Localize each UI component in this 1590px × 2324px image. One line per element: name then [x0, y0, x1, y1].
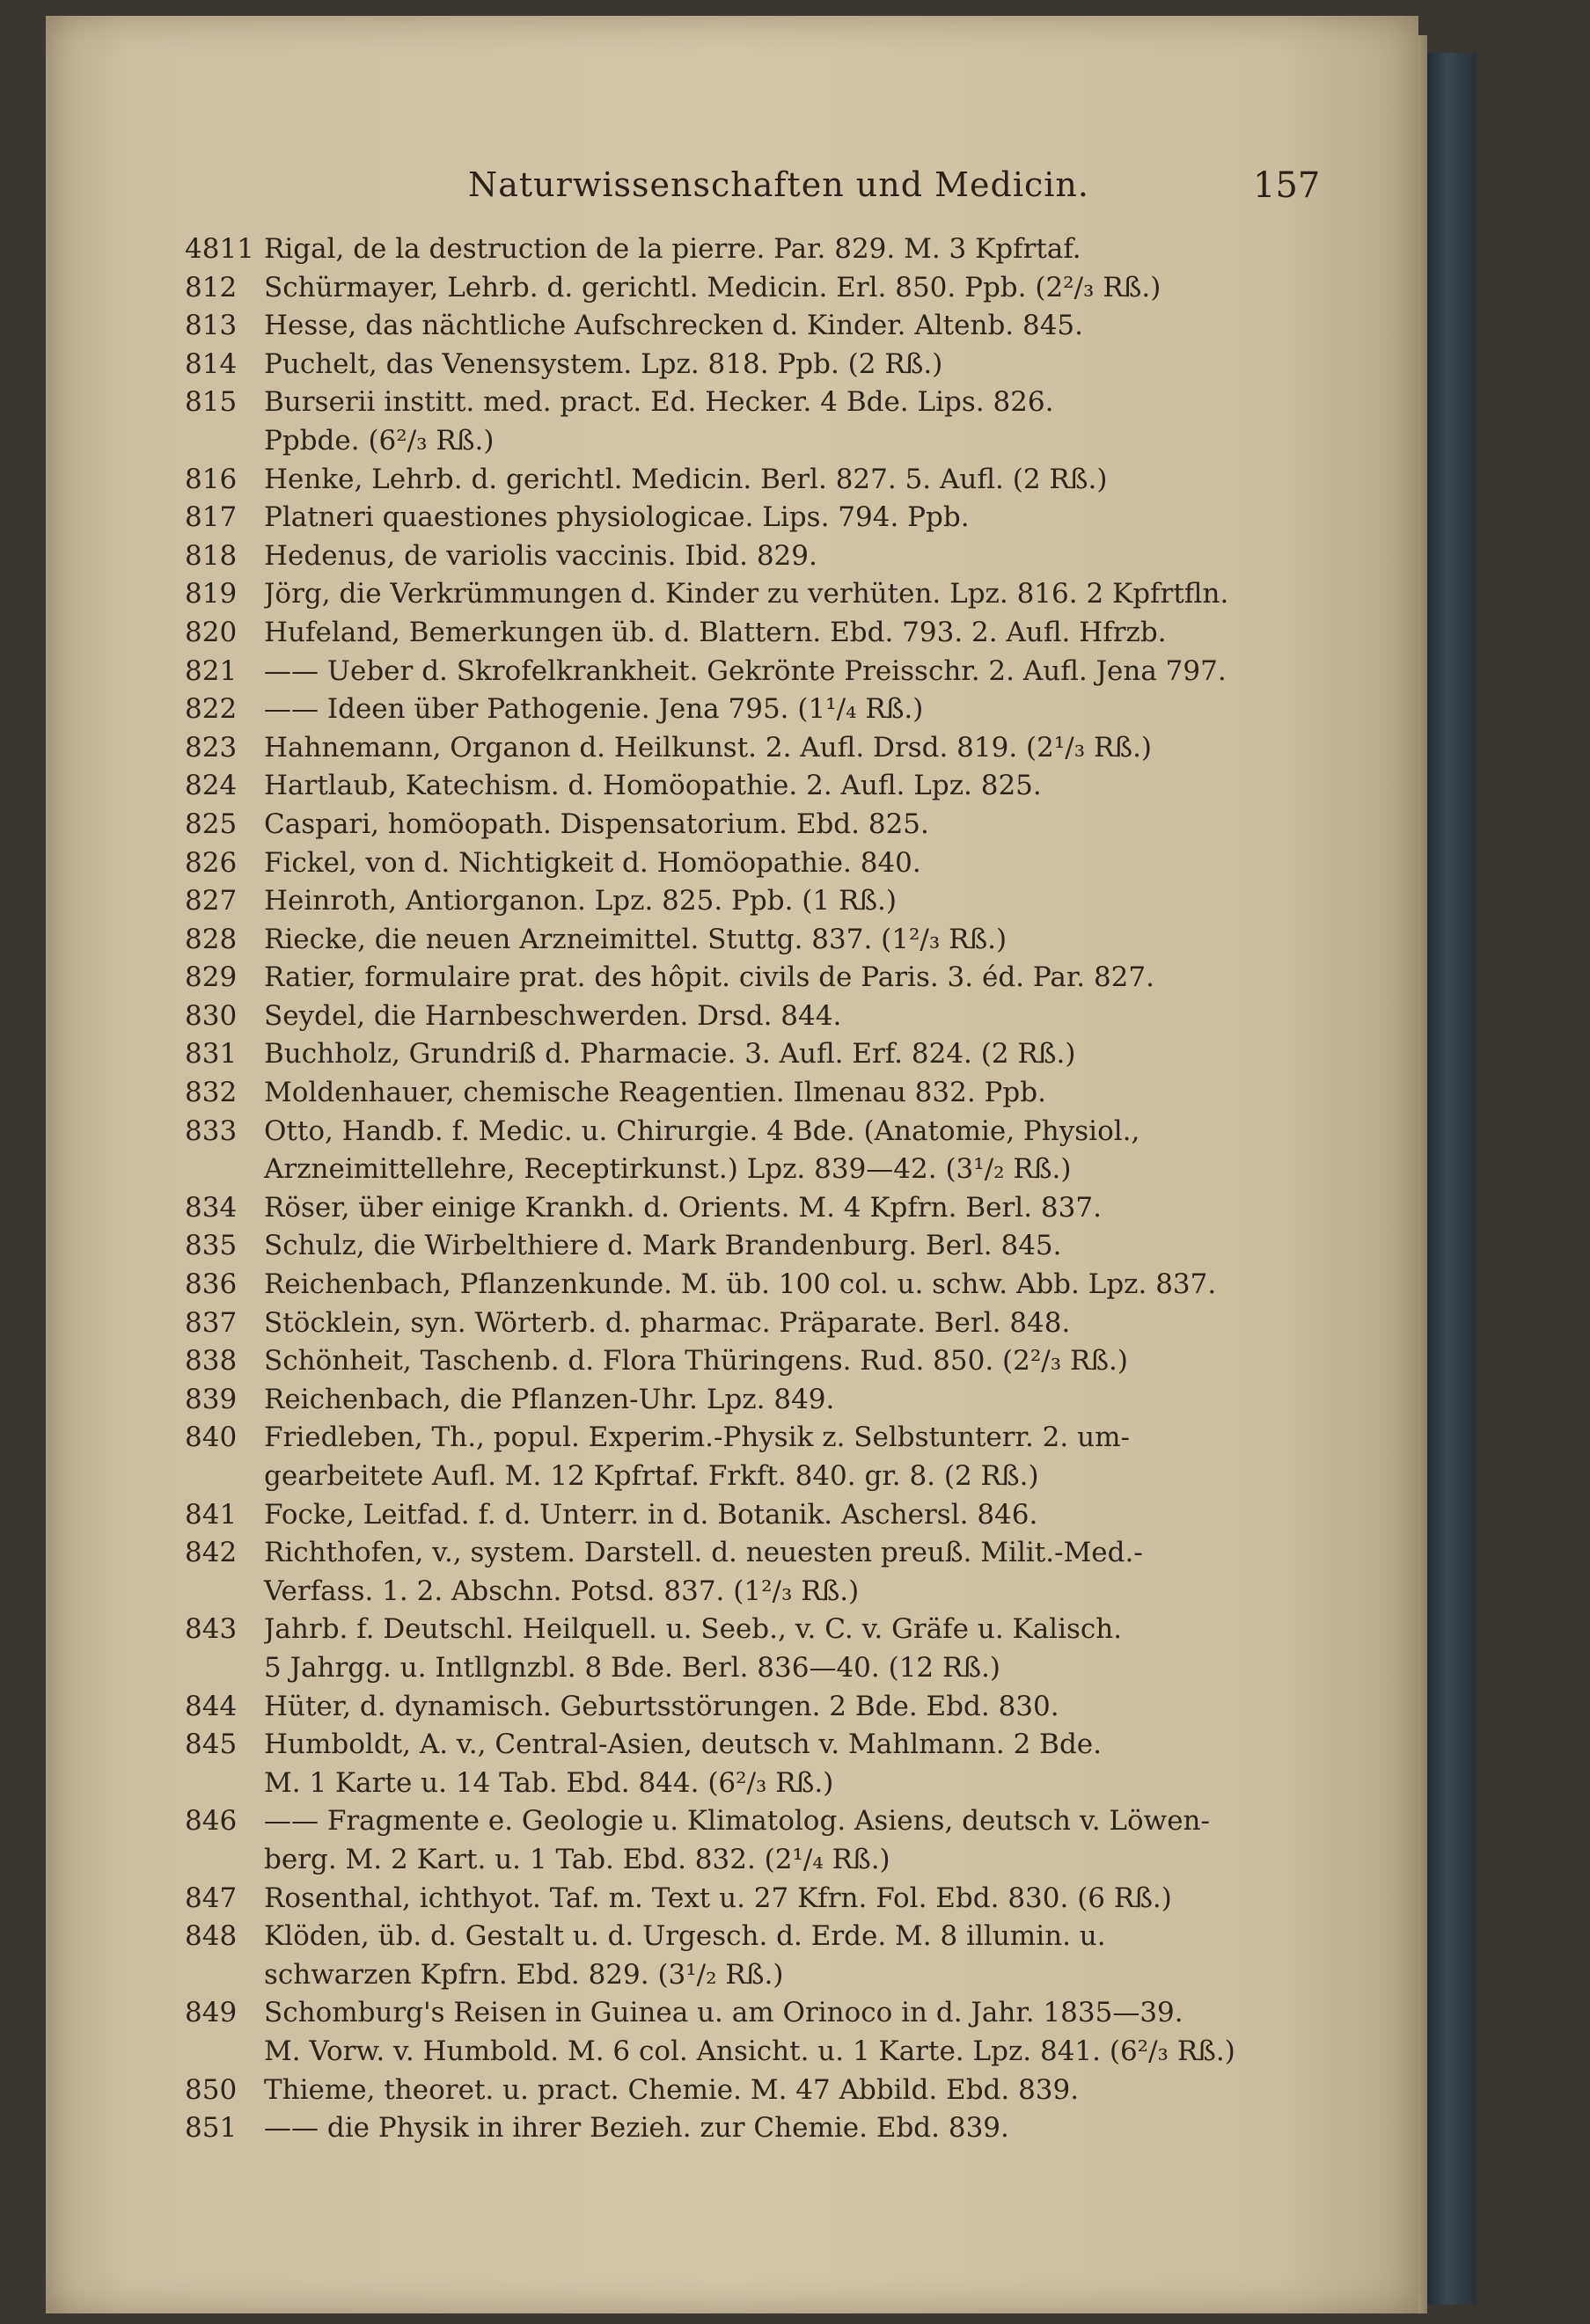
page-gutter — [1418, 35, 1427, 2313]
entry-text: Schürmayer, Lehrb. d. gerichtl. Medicin. Erl. 850. Ppb. (2²/₃ Rß.) — [264, 271, 1161, 303]
catalog-entry — [185, 2109, 1364, 2148]
catalog-entry — [185, 269, 1364, 308]
entry-number: 824 — [185, 770, 238, 802]
catalog-entry — [185, 998, 1364, 1036]
entry-text: Platneri quaestiones physiologicae. Lips. 794. Ppb. — [264, 501, 970, 534]
entry-text: Riecke, die neuen Arzneimittel. Stuttg. 837. (1²/₃ Rß.) — [264, 923, 1007, 955]
catalog-entry — [185, 307, 1364, 346]
entry-text: Reichenbach, die Pflanzen-Uhr. Lpz. 849. — [264, 1383, 835, 1415]
entry-number: 822 — [185, 693, 238, 726]
catalog-entry — [185, 729, 1364, 768]
entry-number: 817 — [185, 501, 238, 534]
entry-number: 818 — [185, 539, 238, 572]
catalog-entry — [185, 575, 1364, 614]
entry-text: Stöcklein, syn. Wörterb. d. pharmac. Präparate. Berl. 848. — [264, 1306, 1071, 1339]
running-head: Naturwissenschaften und Medicin. — [468, 165, 1089, 204]
catalog-entry — [185, 1496, 1364, 1535]
entry-text: Friedleben, Th., popul. Experim.-Physik z. Selbstunterr. 2. um- — [264, 1421, 1130, 1454]
catalog-entry — [185, 691, 1364, 729]
entry-number: 844 — [185, 1690, 238, 1722]
catalog-entry — [185, 1035, 1364, 1074]
entry-number: 816 — [185, 463, 238, 495]
entry-number: 812 — [185, 271, 238, 303]
entry-text: Caspari, homöopath. Dispensatorium. Ebd. 825. — [264, 808, 929, 840]
entry-continuation: Verfass. 1. 2. Abschn. Potsd. 837. (1²/₃ Rß.) — [264, 1575, 860, 1607]
entry-text: Burserii institt. med. pract. Ed. Hecker. 4 Bde. Lips. 826. — [264, 386, 1054, 419]
catalog-entry — [185, 2072, 1364, 2110]
entry-number: 839 — [185, 1383, 238, 1415]
entry-text: —— Ueber d. Skrofelkrankheit. Gekrönte Preisschr. 2. Aufl. Jena 797. — [264, 654, 1227, 687]
entry-text: Reichenbach, Pflanzenkunde. M. üb. 100 col. u. schw. Abb. Lpz. 837. — [264, 1268, 1217, 1301]
catalog-entry — [185, 959, 1364, 998]
catalog-entry — [185, 537, 1364, 576]
catalog-entry — [185, 653, 1364, 691]
entry-continuation: berg. M. 2 Kart. u. 1 Tab. Ebd. 832. (2¹/₄ Rß.) — [264, 1843, 890, 1875]
entry-number: 826 — [185, 846, 238, 879]
entry-number: 827 — [185, 885, 238, 917]
entry-text: Schönheit, Taschenb. d. Flora Thüringens. Rud. 850. (2²/₃ Rß.) — [264, 1345, 1129, 1378]
entry-continuation: Arzneimittellehre, Receptirkunst.) Lpz. 839—42. (3¹/₂ Rß.) — [264, 1153, 1072, 1186]
catalog-entry — [185, 1802, 1364, 1841]
catalog-entry — [185, 1189, 1364, 1228]
entry-number: 834 — [185, 1191, 238, 1224]
entry-number: 841 — [185, 1498, 238, 1531]
entry-continuation: gearbeitete Aufl. M. 12 Kpfrtaf. Frkft. 840. gr. 8. (2 Rß.) — [264, 1460, 1039, 1492]
catalog-entry — [185, 1688, 1364, 1727]
entry-number: 4811 — [185, 233, 254, 265]
catalog-entry — [185, 1994, 1364, 2033]
entry-text: Puchelt, das Venensystem. Lpz. 818. Ppb. (2 Rß.) — [264, 347, 943, 380]
entry-text: Hüter, d. dynamisch. Geburtsstörungen. 2 Bde. Ebd. 830. — [264, 1690, 1059, 1722]
entry-text: Ratier, formulaire prat. des hôpit. civils de Paris. 3. éd. Par. 827. — [264, 961, 1154, 994]
entry-text: Richthofen, v., system. Darstell. d. neuesten preuß. Milit.-Med.- — [264, 1537, 1143, 1569]
catalog-entry — [185, 614, 1364, 653]
catalog-entry — [185, 1113, 1364, 1151]
entry-text: —— die Physik in ihrer Bezieh. zur Chemie. Ebd. 839. — [264, 2112, 1009, 2145]
entry-text: Hahnemann, Organon d. Heilkunst. 2. Aufl. Drsd. 819. (2¹/₃ Rß.) — [264, 731, 1153, 764]
book-cover-edge — [1427, 53, 1476, 2305]
catalog-entry — [185, 806, 1364, 844]
catalog-entry — [185, 499, 1364, 537]
catalog-entry — [185, 230, 1364, 269]
entry-continuation: schwarzen Kpfrn. Ebd. 829. (3¹/₂ Rß.) — [264, 1958, 784, 1991]
entry-number: 820 — [185, 616, 238, 648]
entry-number: 819 — [185, 578, 238, 610]
entry-text: Fickel, von d. Nichtigkeit d. Homöopathie. 840. — [264, 846, 921, 879]
entry-number: 831 — [185, 1038, 238, 1071]
entry-text: Rosenthal, ichthyot. Taf. m. Text u. 27 Kfrn. Fol. Ebd. 830. (6 Rß.) — [264, 1882, 1172, 1914]
catalog-entry — [185, 1381, 1364, 1420]
entry-number: 842 — [185, 1537, 238, 1569]
entry-number: 832 — [185, 1077, 238, 1109]
entry-text: Hesse, das nächtliche Aufschrecken d. Kinder. Altenb. 845. — [264, 310, 1084, 342]
catalog-entry — [185, 1611, 1364, 1649]
catalog-entry — [185, 767, 1364, 806]
entry-continuation: 5 Jahrgg. u. Intllgnzbl. 8 Bde. Berl. 836—40. (12 Rß.) — [264, 1651, 1000, 1684]
catalog-entry — [185, 844, 1364, 883]
entry-number: 845 — [185, 1728, 238, 1761]
entry-number: 838 — [185, 1345, 238, 1378]
catalog-entry-list — [185, 230, 1364, 2148]
entry-number: 850 — [185, 2073, 238, 2106]
entry-number: 813 — [185, 310, 238, 342]
catalog-entry — [185, 1266, 1364, 1305]
entry-number: 840 — [185, 1421, 238, 1454]
entry-text: Buchholz, Grundriß d. Pharmacie. 3. Aufl. Erf. 824. (2 Rß.) — [264, 1038, 1076, 1071]
entry-number: 829 — [185, 961, 238, 994]
entry-number: 836 — [185, 1268, 238, 1301]
entry-number: 825 — [185, 808, 238, 840]
entry-continuation: M. Vorw. v. Humbold. M. 6 col. Ansicht. u. 1 Karte. Lpz. 841. (6²/₃ Rß.) — [264, 2035, 1235, 2067]
entry-text: Heinroth, Antiorganon. Lpz. 825. Ppb. (1 Rß.) — [264, 885, 897, 917]
entry-number: 814 — [185, 347, 238, 380]
entry-text: Röser, über einige Krankh. d. Orients. M. 4 Kpfrn. Berl. 837. — [264, 1191, 1102, 1224]
entry-text: Otto, Handb. f. Medic. u. Chirurgie. 4 Bde. (Anatomie, Physiol., — [264, 1114, 1140, 1147]
catalog-entry — [185, 882, 1364, 921]
catalog-entry — [185, 346, 1364, 384]
catalog-entry — [185, 1342, 1364, 1381]
entry-text: —— Ideen über Pathogenie. Jena 795. (1¹/₄ Rß.) — [264, 693, 924, 726]
entry-text: Schulz, die Wirbelthiere d. Mark Brandenburg. Berl. 845. — [264, 1230, 1062, 1262]
entry-continuation: M. 1 Karte u. 14 Tab. Ebd. 844. (6²/₃ Rß.) — [264, 1766, 834, 1799]
entry-number: 828 — [185, 923, 238, 955]
entry-text: Hufeland, Bemerkungen üb. d. Blattern. Ebd. 793. 2. Aufl. Hfrzb. — [264, 616, 1167, 648]
catalog-entry — [185, 1534, 1364, 1573]
entry-number: 835 — [185, 1230, 238, 1262]
entry-text: Seydel, die Harnbeschwerden. Drsd. 844. — [264, 999, 842, 1032]
entry-text: Jahrb. f. Deutschl. Heilquell. u. Seeb., v. C. v. Gräfe u. Kalisch. — [264, 1613, 1123, 1646]
entry-text: Humboldt, A. v., Central-Asien, deutsch v. Mahlmann. 2 Bde. — [264, 1728, 1102, 1761]
entry-text: Moldenhauer, chemische Reagentien. Ilmenau 832. Ppb. — [264, 1077, 1046, 1109]
entry-text: Hedenus, de variolis vaccinis. Ibid. 829. — [264, 539, 817, 572]
entry-number: 849 — [185, 1997, 238, 2029]
entry-text: Henke, Lehrb. d. gerichtl. Medicin. Berl. 827. 5. Aufl. (2 Rß.) — [264, 463, 1108, 495]
catalog-entry — [185, 1726, 1364, 1765]
entry-number: 815 — [185, 386, 238, 419]
entry-text: —— Fragmente e. Geologie u. Klimatolog. Asiens, deutsch v. Löwen- — [264, 1805, 1210, 1838]
catalog-entry — [185, 1227, 1364, 1266]
entry-number: 851 — [185, 2112, 238, 2145]
catalog-entry — [185, 1880, 1364, 1918]
catalog-entry — [185, 1074, 1364, 1113]
entry-number: 823 — [185, 731, 238, 764]
entry-text: Hartlaub, Katechism. d. Homöopathie. 2. Aufl. Lpz. 825. — [264, 770, 1042, 802]
catalog-entry — [185, 1305, 1364, 1343]
entry-number: 837 — [185, 1306, 238, 1339]
catalog-entry — [185, 1918, 1364, 1956]
entry-number: 848 — [185, 1920, 238, 1953]
entry-number: 830 — [185, 999, 238, 1032]
page-number: 157 — [1253, 165, 1321, 206]
catalog-entry — [185, 384, 1364, 422]
entry-text: Focke, Leitfad. f. d. Unterr. in d. Botanik. Aschersl. 846. — [264, 1498, 1038, 1531]
entry-number: 846 — [185, 1805, 238, 1838]
entry-text: Schomburg's Reisen in Guinea u. am Orinoco in d. Jahr. 1835—39. — [264, 1997, 1183, 2029]
catalog-entry — [185, 461, 1364, 500]
entry-continuation: Ppbde. (6²/₃ Rß.) — [264, 424, 495, 457]
entry-text: Klöden, üb. d. Gestalt u. d. Urgesch. d. Erde. M. 8 illumin. u. — [264, 1920, 1106, 1953]
catalog-entry — [185, 921, 1364, 960]
entry-number: 833 — [185, 1114, 238, 1147]
entry-text: Rigal, de la destruction de la pierre. Par. 829. M. 3 Kpfrtaf. — [264, 233, 1081, 265]
entry-text: Thieme, theoret. u. pract. Chemie. M. 47 Abbild. Ebd. 839. — [264, 2073, 1080, 2106]
entry-text: Jörg, die Verkrümmungen d. Kinder zu verhüten. Lpz. 816. 2 Kpfrtfln. — [264, 578, 1229, 610]
entry-number: 843 — [185, 1613, 238, 1646]
catalog-entry — [185, 1419, 1364, 1458]
entry-number: 821 — [185, 654, 238, 687]
entry-number: 847 — [185, 1882, 238, 1914]
